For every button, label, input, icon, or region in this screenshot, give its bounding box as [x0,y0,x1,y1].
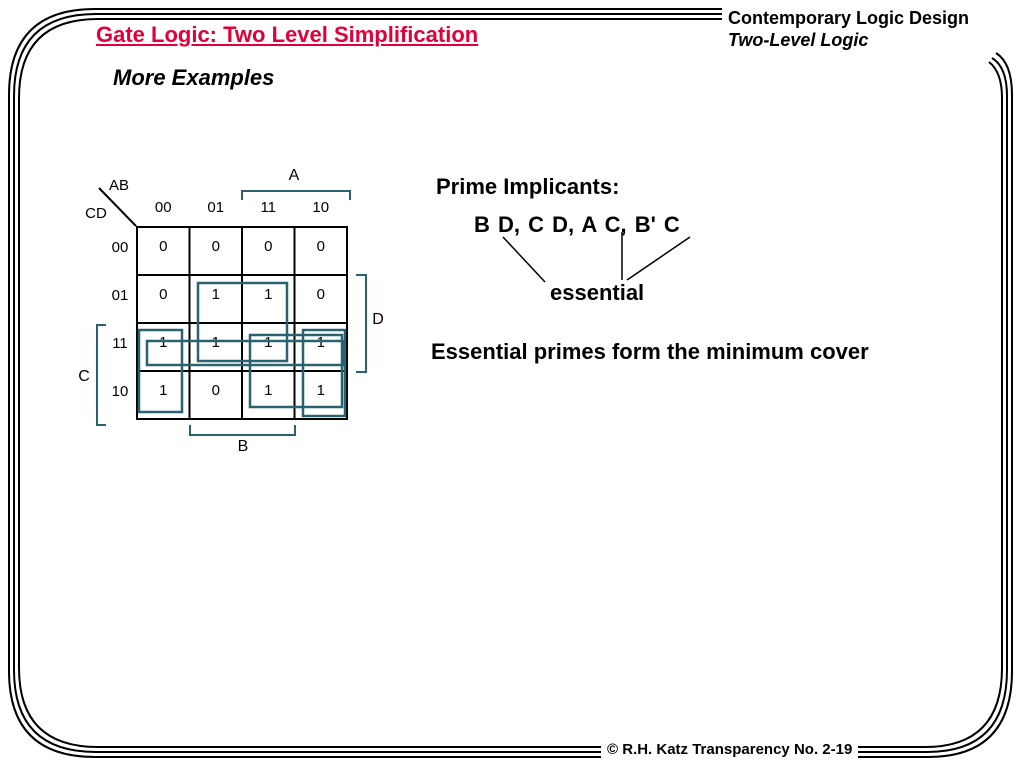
kmap-col-header: 11 [260,198,277,216]
kmap-cell-value: 0 [316,285,325,303]
kmap-row-header: 11 [112,334,128,352]
kmap-cell-value: 1 [159,333,168,351]
kmap-cell-value: 1 [211,285,220,303]
kmap-col-header: 10 [312,198,330,216]
bracket-b-label: B [237,438,249,456]
kmap-cell-value: 0 [264,237,273,255]
kmap-col-header: 00 [154,198,172,216]
prime-implicants-heading: Prime Implicants: [436,174,620,199]
kmap-col-header: 01 [207,198,225,216]
kmap-cell-value: 1 [316,381,325,399]
kmap-cell-value: 1 [316,333,325,351]
kmap-row-header: 10 [111,382,129,400]
kmap-col-var-label: CD [85,204,107,222]
pointer-line-bd [503,237,545,282]
kmap-cell-value: 1 [264,285,273,303]
kmap-row-header: 00 [111,238,129,256]
bracket-a-label: A [288,167,300,185]
kmap-cell-value: 1 [264,381,273,399]
kmap-cell-value: 1 [264,333,273,351]
kmap-cell-value: 0 [211,381,220,399]
bracket-c-label: C [78,368,90,386]
minimum-cover-statement: Essential primes form the minimum cover [431,339,869,364]
essential-label: essential [550,280,645,305]
kmap-row-header: 01 [111,286,129,304]
course-topic: Two-Level Logic [728,30,869,50]
slide-title: Gate Logic: Two Level Simplification [96,22,479,47]
slide-subtitle: More Examples [113,65,275,90]
kmap-cell-value: 0 [316,237,325,255]
prime-implicants-list: B D, C D, A C, B' C [474,212,680,237]
kmap-cell-value: 0 [159,285,168,303]
course-name: Contemporary Logic Design [728,8,970,28]
kmap-cell-value: 1 [211,333,220,351]
pointer-line-b-not-c [627,237,690,280]
kmap-cell-value: 1 [159,381,168,399]
footer-credit: © R.H. Katz Transparency No. 2-19 [601,741,858,758]
kmap-cell-value: 0 [159,237,168,255]
bracket-d-label: D [372,311,384,329]
kmap-cell-value: 0 [211,237,220,255]
kmap-row-var-label: AB [108,176,130,194]
